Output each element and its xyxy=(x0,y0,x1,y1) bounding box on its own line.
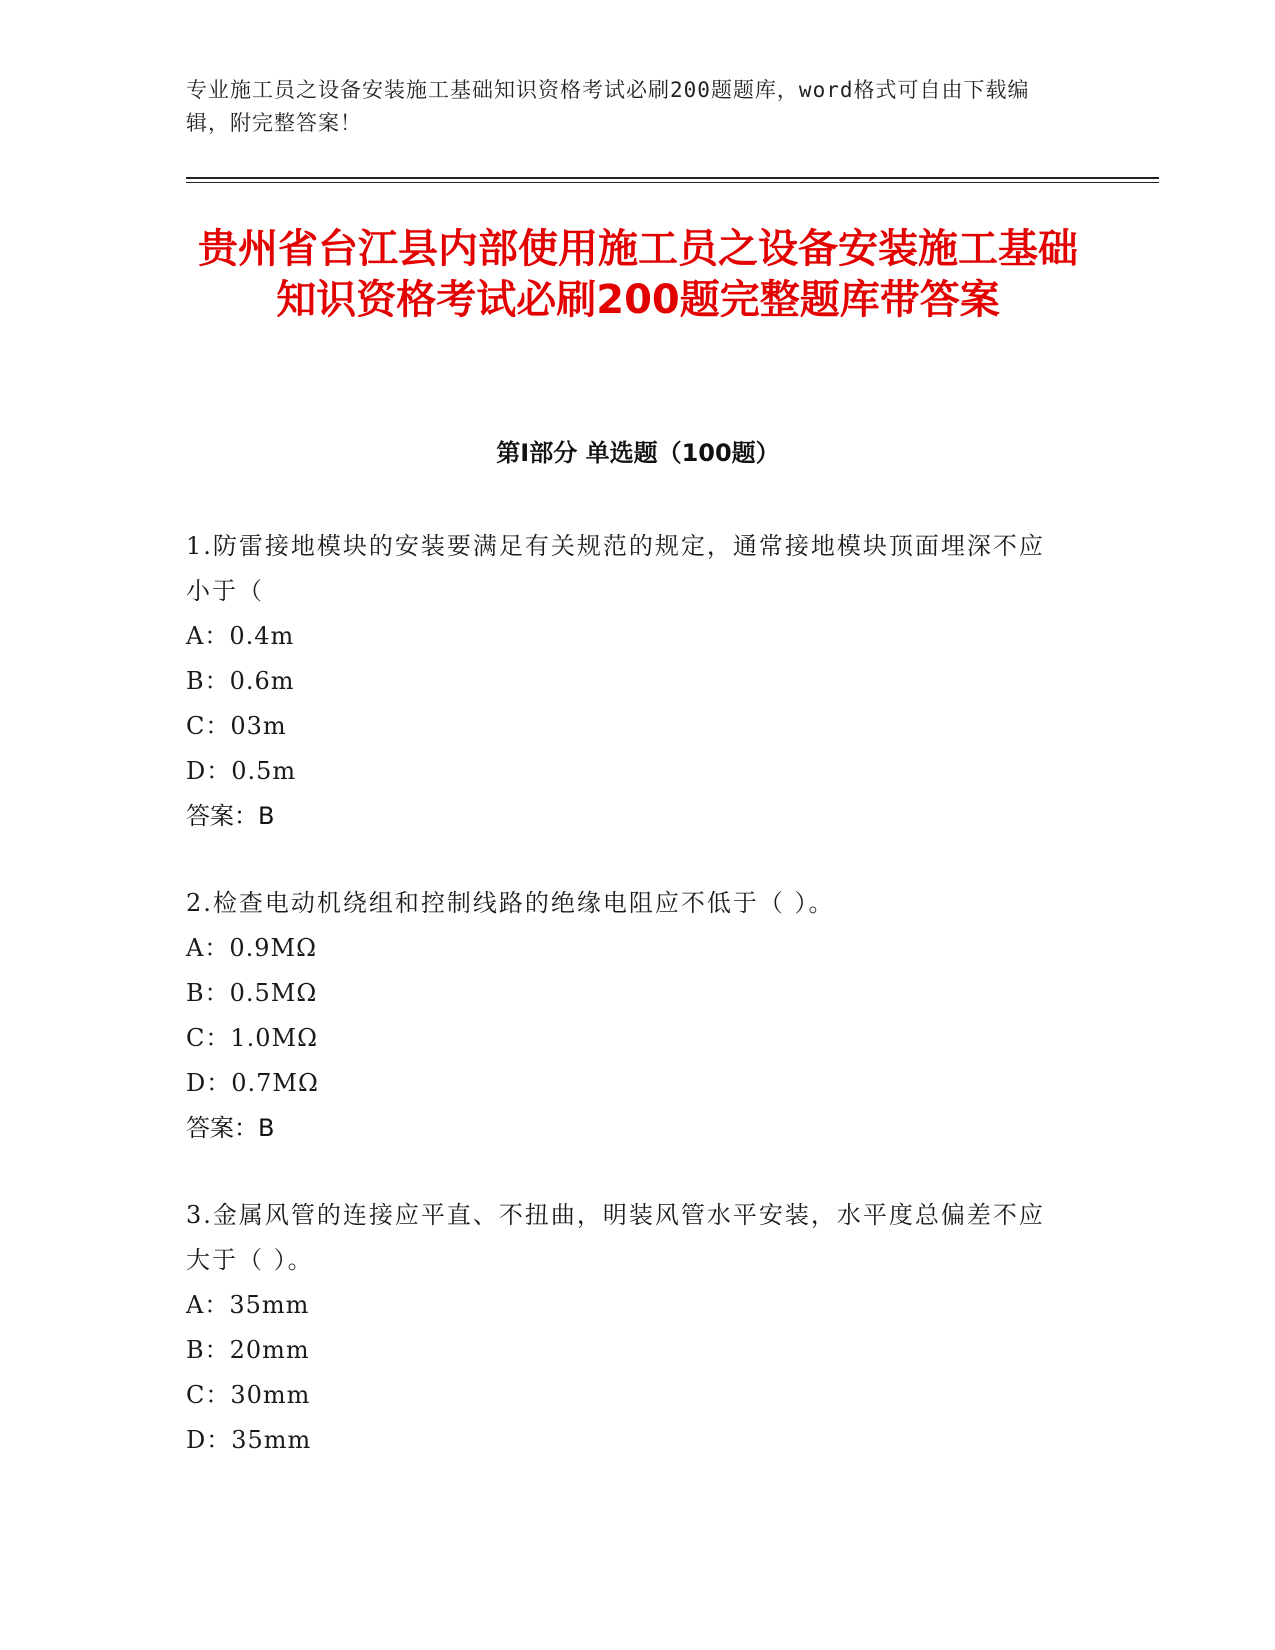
question-stem: 1.防雷接地模块的安装要满足有关规范的规定，通常接地模块顶面埋深不应小于（ xyxy=(186,532,1045,605)
option-b: B：20mm xyxy=(186,1336,310,1364)
option-c: C：03m xyxy=(186,712,287,740)
question-stem: 2.检查电动机绕组和控制线路的绝缘电阻应不低于（ ）。 xyxy=(186,889,835,917)
section-heading: 第I部分 单选题（100题） xyxy=(496,439,780,467)
answer: 答案：B xyxy=(186,1114,275,1142)
option-b: B：0.6m xyxy=(186,667,295,695)
header-divider-thick xyxy=(186,177,1159,179)
option-c: C：1.0MΩ xyxy=(186,1024,319,1052)
option-a: A：35mm xyxy=(186,1291,310,1319)
option-d: D：0.7MΩ xyxy=(186,1069,319,1097)
header-note: 专业施工员之设备安装施工基础知识资格考试必刷200题题库，word格式可自由下载编辑，附完整答案！ xyxy=(186,78,1030,135)
question-2 xyxy=(186,881,1066,1151)
answer: 答案：B xyxy=(186,802,275,830)
question-stem: 3.金属风管的连接应平直、不扭曲，明装风管水平安装，水平度总偏差不应大于（ ）。 xyxy=(186,1201,1045,1274)
header-divider-thin xyxy=(186,182,1159,183)
document-title: 贵州省台江县内部使用施工员之设备安装施工基础知识资格考试必刷200题完整题库带答案 xyxy=(198,226,1078,323)
option-c: C：30mm xyxy=(186,1381,311,1409)
question-list xyxy=(186,524,1066,1505)
option-d: D：0.5m xyxy=(186,757,297,785)
question-3 xyxy=(186,1193,1066,1463)
option-b: B：0.5MΩ xyxy=(186,979,318,1007)
question-1 xyxy=(186,524,1066,839)
option-a: A：0.9MΩ xyxy=(186,934,317,962)
option-d: D：35mm xyxy=(186,1426,312,1454)
option-a: A：0.4m xyxy=(186,622,295,650)
